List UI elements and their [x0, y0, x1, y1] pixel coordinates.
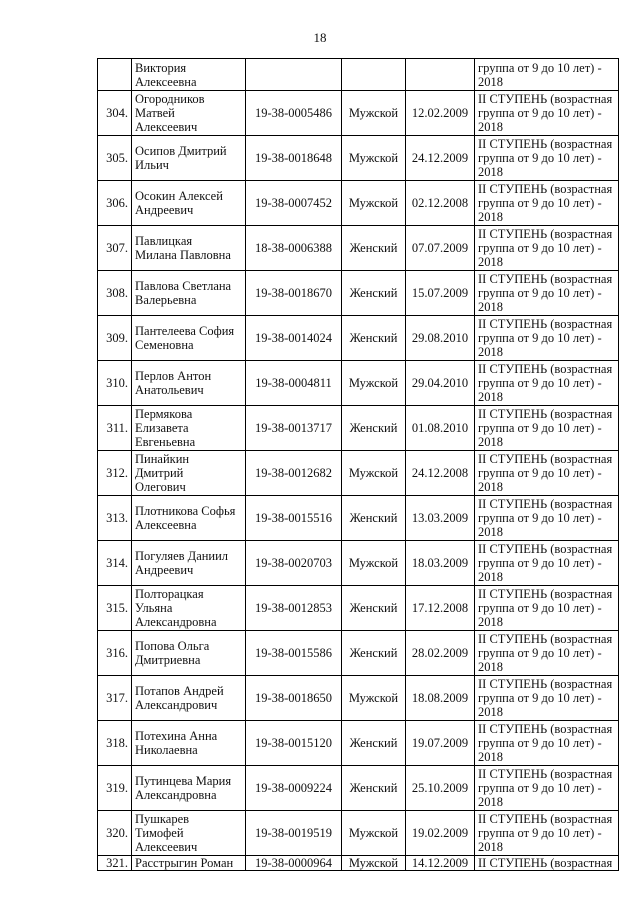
participant-name-line: Попова Ольга	[135, 639, 210, 653]
participant-sex-cell: Женский	[342, 631, 406, 676]
participant-name-cell	[132, 631, 246, 676]
stage-line: группа от 9 до 10 лет) -	[478, 151, 602, 165]
participant-name-cell	[132, 406, 246, 451]
stage-cell	[475, 451, 619, 496]
stage-line: 2018	[478, 750, 503, 764]
stage-line: 2018	[478, 210, 503, 224]
stage-line: II СТУПЕНЬ (возрастная	[478, 272, 613, 286]
participant-name-line: Потапов Андрей	[135, 684, 224, 698]
stage-line: 2018	[478, 165, 503, 179]
participant-id-cell: 19-38-0018648	[246, 136, 342, 181]
table-row	[98, 856, 619, 871]
participant-name-line: Андреевич	[135, 563, 194, 577]
stage-cell	[475, 676, 619, 721]
participant-name-line: Павлицкая	[135, 234, 193, 248]
participant-sex-cell: Женский	[342, 496, 406, 541]
participant-name-line: Расстрыгин Роман	[135, 856, 234, 870]
participant-id-cell: 19-38-0000964	[246, 856, 342, 871]
birth-date-cell: 17.12.2008	[406, 586, 475, 631]
participant-id-cell: 19-38-0007452	[246, 181, 342, 226]
stage-line: 2018	[478, 74, 503, 89]
participant-sex-cell: Мужской	[342, 181, 406, 226]
participant-name-line: Алексеевна	[135, 74, 197, 89]
table-row	[98, 541, 619, 586]
participant-name-line: Пушкарев	[135, 812, 190, 826]
birth-date-cell: 24.12.2009	[406, 136, 475, 181]
participant-name-line: Анатольевич	[135, 383, 204, 397]
row-number-cell: 321.	[98, 856, 132, 871]
participant-sex-cell: Мужской	[342, 91, 406, 136]
table-row	[98, 586, 619, 631]
stage-line: группа от 9 до 10 лет) -	[478, 60, 602, 75]
participant-sex-cell: Мужской	[342, 811, 406, 856]
participant-id-cell: 19-38-0018650	[246, 676, 342, 721]
stage-line: 2018	[478, 435, 503, 449]
participant-name-line: Дмитриевна	[135, 653, 201, 667]
participant-id-cell: 19-38-0012853	[246, 586, 342, 631]
stage-line: группа от 9 до 10 лет) -	[478, 421, 602, 435]
birth-date-cell: 12.02.2009	[406, 91, 475, 136]
participant-name-line: Семеновна	[135, 338, 194, 352]
participant-name-line: Александрович	[135, 698, 218, 712]
stage-cell	[475, 271, 619, 316]
participant-name-line: Перлов Антон	[135, 369, 212, 383]
participant-name-line: Плотникова Софья	[135, 504, 236, 518]
stage-line: 2018	[478, 345, 503, 359]
participant-name-cell	[132, 361, 246, 406]
participant-id-cell: 19-38-0005486	[246, 91, 342, 136]
birth-date-cell: 19.07.2009	[406, 721, 475, 766]
row-number-cell: 310.	[98, 361, 132, 406]
stage-line: II СТУПЕНЬ (возрастная	[478, 317, 613, 331]
participant-sex-cell: Женский	[342, 406, 406, 451]
stage-cell	[475, 59, 619, 91]
table-row	[98, 811, 619, 856]
birth-date-cell: 18.03.2009	[406, 541, 475, 586]
participant-sex-cell: Женский	[342, 271, 406, 316]
stage-line: 2018	[478, 120, 503, 134]
stage-line: II СТУПЕНЬ (возрастная	[478, 92, 613, 106]
birth-date-cell: 01.08.2010	[406, 406, 475, 451]
birth-date-cell: 28.02.2009	[406, 631, 475, 676]
stage-line: II СТУПЕНЬ (возрастная	[478, 856, 613, 870]
birth-date-cell: 29.08.2010	[406, 316, 475, 361]
participant-id-cell: 19-38-0015586	[246, 631, 342, 676]
participant-sex-cell: Женский	[342, 766, 406, 811]
stage-line: II СТУПЕНЬ (возрастная	[478, 722, 613, 736]
table-row	[98, 316, 619, 361]
stage-line: 2018	[478, 660, 503, 674]
stage-cell	[475, 721, 619, 766]
participants-table-body	[98, 59, 619, 871]
stage-line: 2018	[478, 255, 503, 269]
stage-line: группа от 9 до 10 лет) -	[478, 736, 602, 750]
participant-id-cell: 19-38-0014024	[246, 316, 342, 361]
stage-line: II СТУПЕНЬ (возрастная	[478, 812, 613, 826]
stage-line: II СТУПЕНЬ (возрастная	[478, 677, 613, 691]
table-row	[98, 631, 619, 676]
participant-name-line: Александровна	[135, 788, 217, 802]
stage-line: группа от 9 до 10 лет) -	[478, 196, 602, 210]
participant-name-line: Полторацкая	[135, 587, 204, 601]
stage-line: группа от 9 до 10 лет) -	[478, 376, 602, 390]
stage-cell	[475, 181, 619, 226]
row-number-cell	[98, 59, 132, 91]
participant-name-line: Огородников	[135, 92, 205, 106]
stage-line: 2018	[478, 525, 503, 539]
participant-name-line: Путинцева Мария	[135, 774, 232, 788]
participant-sex-cell: Женский	[342, 721, 406, 766]
participant-id-cell	[246, 59, 342, 91]
participant-name-line: Осипов Дмитрий	[135, 144, 227, 158]
participant-name-line: Андреевич	[135, 203, 194, 217]
participant-name-line: Олегович	[135, 480, 186, 494]
participant-id-cell: 19-38-0019519	[246, 811, 342, 856]
birth-date-cell: 29.04.2010	[406, 361, 475, 406]
participant-sex-cell	[342, 59, 406, 91]
participant-name-line: Ильич	[135, 158, 169, 172]
stage-cell	[475, 766, 619, 811]
table-row	[98, 721, 619, 766]
table-row	[98, 226, 619, 271]
participant-id-cell: 19-38-0015120	[246, 721, 342, 766]
row-number-cell: 318.	[98, 721, 132, 766]
stage-line: 2018	[478, 390, 503, 404]
row-number-cell: 317.	[98, 676, 132, 721]
participant-id-cell: 19-38-0020703	[246, 541, 342, 586]
stage-cell	[475, 541, 619, 586]
table-row	[98, 496, 619, 541]
table-row	[98, 406, 619, 451]
participant-name-line: Алексеевич	[135, 120, 198, 134]
birth-date-cell: 19.02.2009	[406, 811, 475, 856]
table-row-continued	[98, 59, 619, 91]
participants-table	[97, 58, 619, 871]
birth-date-cell: 02.12.2008	[406, 181, 475, 226]
row-number-cell: 313.	[98, 496, 132, 541]
participant-name-cell	[132, 226, 246, 271]
stage-line: группа от 9 до 10 лет) -	[478, 286, 602, 300]
birth-date-cell: 13.03.2009	[406, 496, 475, 541]
participant-name-cell	[132, 856, 246, 871]
stage-line: группа от 9 до 10 лет) -	[478, 241, 602, 255]
stage-line: группа от 9 до 10 лет) -	[478, 646, 602, 660]
table-row	[98, 181, 619, 226]
row-number-cell: 304.	[98, 91, 132, 136]
stage-line: 2018	[478, 840, 503, 854]
row-number-cell: 305.	[98, 136, 132, 181]
stage-line: II СТУПЕНЬ (возрастная	[478, 227, 613, 241]
participant-name-cell	[132, 586, 246, 631]
row-number-cell: 311.	[98, 406, 132, 451]
stage-cell	[475, 361, 619, 406]
participant-id-cell: 18-38-0006388	[246, 226, 342, 271]
birth-date-cell: 25.10.2009	[406, 766, 475, 811]
participant-name-line: Алексеевна	[135, 518, 197, 532]
participant-name-cell	[132, 136, 246, 181]
participant-name-cell	[132, 91, 246, 136]
participant-sex-cell: Мужской	[342, 451, 406, 496]
page-number: 18	[313, 30, 327, 45]
participant-name-line: Пермякова	[135, 407, 193, 421]
stage-line: группа от 9 до 10 лет) -	[478, 601, 602, 615]
birth-date-cell: 14.12.2009	[406, 856, 475, 871]
stage-line: II СТУПЕНЬ (возрастная	[478, 587, 613, 601]
participant-sex-cell: Женский	[342, 226, 406, 271]
stage-cell	[475, 856, 619, 871]
participant-name-line: Дмитрий	[135, 466, 184, 480]
stage-line: 2018	[478, 795, 503, 809]
table-row	[98, 271, 619, 316]
stage-line: II СТУПЕНЬ (возрастная	[478, 407, 613, 421]
birth-date-cell: 18.08.2009	[406, 676, 475, 721]
participant-id-cell: 19-38-0012682	[246, 451, 342, 496]
row-number-cell: 320.	[98, 811, 132, 856]
stage-line: 2018	[478, 300, 503, 314]
participant-name-line: Елизавета	[135, 421, 189, 435]
participant-name-cell	[132, 721, 246, 766]
stage-cell	[475, 811, 619, 856]
participant-name-line: Осокин Алексей	[135, 189, 223, 203]
stage-line: группа от 9 до 10 лет) -	[478, 511, 602, 525]
stage-cell	[475, 226, 619, 271]
participant-sex-cell: Женский	[342, 586, 406, 631]
participant-name-line: Ульяна	[135, 601, 173, 615]
table-row	[98, 136, 619, 181]
participant-name-line: Валерьевна	[135, 293, 197, 307]
participant-sex-cell: Мужской	[342, 856, 406, 871]
table-row	[98, 91, 619, 136]
stage-cell	[475, 586, 619, 631]
participant-sex-cell: Мужской	[342, 136, 406, 181]
row-number-cell: 307.	[98, 226, 132, 271]
stage-cell	[475, 91, 619, 136]
stage-line: II СТУПЕНЬ (возрастная	[478, 497, 613, 511]
stage-line: II СТУПЕНЬ (возрастная	[478, 632, 613, 646]
row-number-cell: 315.	[98, 586, 132, 631]
birth-date-cell: 15.07.2009	[406, 271, 475, 316]
stage-line: группа от 9 до 10 лет) -	[478, 826, 602, 840]
stage-line: 2018	[478, 480, 503, 494]
participant-id-cell: 19-38-0013717	[246, 406, 342, 451]
row-number-cell: 312.	[98, 451, 132, 496]
row-number-cell: 319.	[98, 766, 132, 811]
participant-id-cell: 19-38-0015516	[246, 496, 342, 541]
participant-name-line: Погуляев Даниил	[135, 549, 229, 563]
participant-name-line: Пантелеева София	[135, 324, 235, 338]
birth-date-cell: 07.07.2009	[406, 226, 475, 271]
participant-sex-cell: Мужской	[342, 676, 406, 721]
stage-line: группа от 9 до 10 лет) -	[478, 466, 602, 480]
stage-line: II СТУПЕНЬ (возрастная	[478, 137, 613, 151]
stage-cell	[475, 496, 619, 541]
stage-line: группа от 9 до 10 лет) -	[478, 781, 602, 795]
participant-name-line: Потехина Анна	[135, 729, 218, 743]
stage-cell	[475, 406, 619, 451]
participant-sex-cell: Мужской	[342, 361, 406, 406]
stage-line: II СТУПЕНЬ (возрастная	[478, 542, 613, 556]
participant-name-line: Александровна	[135, 615, 217, 629]
stage-line: II СТУПЕНЬ (возрастная	[478, 362, 613, 376]
participant-name-line: Алексеевич	[135, 840, 198, 854]
participant-name-cell	[132, 271, 246, 316]
participant-name-line: Пинайкин	[135, 452, 190, 466]
participant-name-line: Тимофей	[135, 826, 184, 840]
participant-name-line: Матвей	[135, 106, 175, 120]
participant-name-line: Виктория	[135, 60, 187, 75]
participant-id-cell: 19-38-0009224	[246, 766, 342, 811]
stage-line: II СТУПЕНЬ (возрастная	[478, 767, 613, 781]
participant-name-cell	[132, 766, 246, 811]
row-number-cell: 306.	[98, 181, 132, 226]
birth-date-cell	[406, 59, 475, 91]
row-number-cell: 314.	[98, 541, 132, 586]
stage-line: II СТУПЕНЬ (возрастная	[478, 452, 613, 466]
stage-cell	[475, 316, 619, 361]
row-number-cell: 316.	[98, 631, 132, 676]
participant-sex-cell: Женский	[342, 316, 406, 361]
participant-name-line: Павлова Светлана	[135, 279, 232, 293]
stage-cell	[475, 136, 619, 181]
stage-line: II СТУПЕНЬ (возрастная	[478, 182, 613, 196]
participant-name-cell	[132, 316, 246, 361]
birth-date-cell: 24.12.2008	[406, 451, 475, 496]
stage-line: группа от 9 до 10 лет) -	[478, 106, 602, 120]
participant-sex-cell: Мужской	[342, 541, 406, 586]
participant-name-line: Милана Павловна	[135, 248, 231, 262]
participant-name-cell	[132, 496, 246, 541]
participant-name-line: Николаевна	[135, 743, 198, 757]
stage-line: группа от 9 до 10 лет) -	[478, 556, 602, 570]
participant-name-cell	[132, 541, 246, 586]
table-row	[98, 676, 619, 721]
participant-name-cell	[132, 676, 246, 721]
participant-name-line: Евгеньевна	[135, 435, 196, 449]
stage-line: группа от 9 до 10 лет) -	[478, 331, 602, 345]
table-row	[98, 361, 619, 406]
stage-line: 2018	[478, 570, 503, 584]
participant-name-cell	[132, 811, 246, 856]
row-number-cell: 309.	[98, 316, 132, 361]
participant-name-cell	[132, 59, 246, 91]
row-number-cell: 308.	[98, 271, 132, 316]
stage-cell	[475, 631, 619, 676]
participant-name-cell	[132, 181, 246, 226]
stage-line: 2018	[478, 705, 503, 719]
participant-name-cell	[132, 451, 246, 496]
stage-line: 2018	[478, 615, 503, 629]
stage-line: группа от 9 до 10 лет) -	[478, 691, 602, 705]
table-row	[98, 766, 619, 811]
participant-id-cell: 19-38-0004811	[246, 361, 342, 406]
participant-id-cell: 19-38-0018670	[246, 271, 342, 316]
table-row	[98, 451, 619, 496]
